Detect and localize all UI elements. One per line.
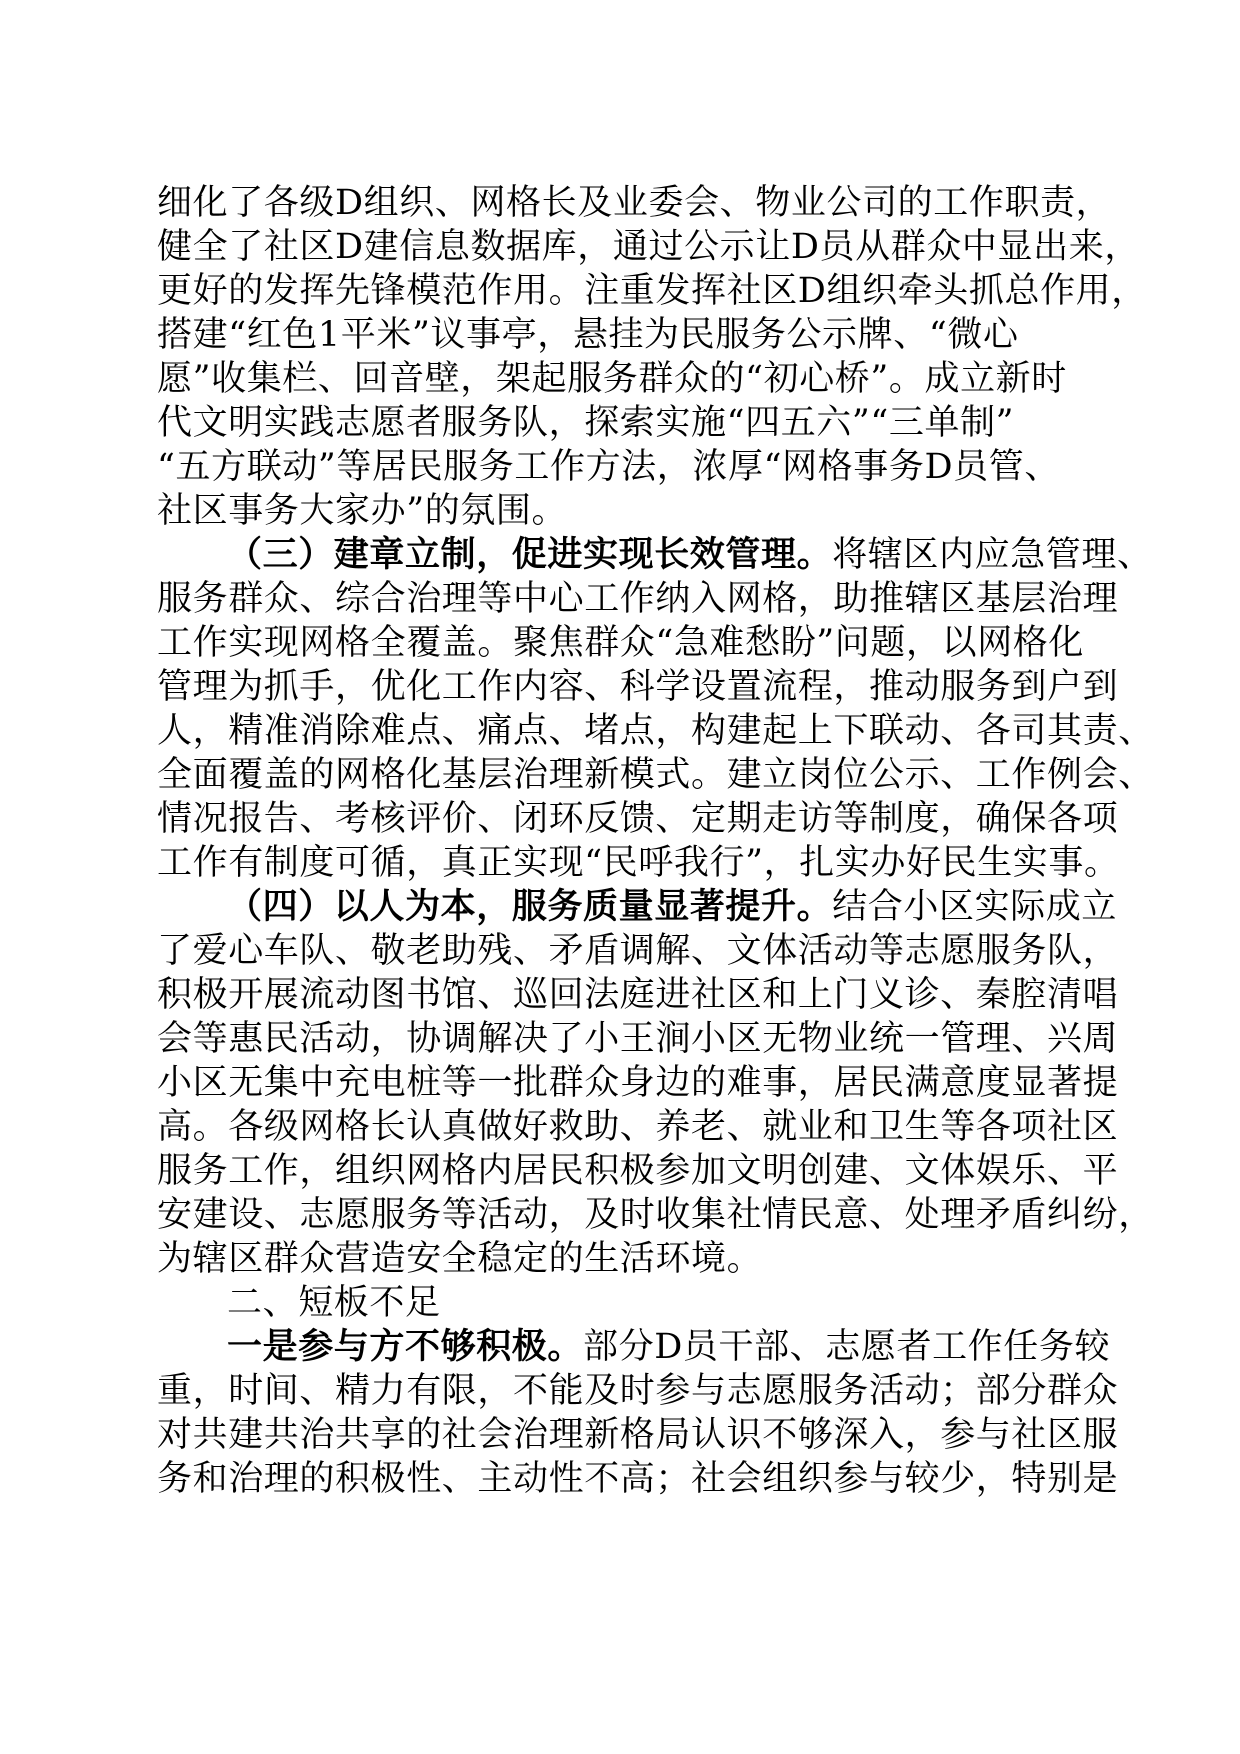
paragraph-first-line: [227, 533, 1153, 577]
text-line: 社区事务大家办”的氛围。: [157, 491, 568, 531]
text-line: 搭建“红色1平米”议事亭，悬挂为民服务公示牌、“微心: [157, 315, 1019, 355]
text-line: 代文明实践志愿者服务队，探索实施“四五六”“三单制”: [157, 403, 1015, 443]
text-line: “五方联动”等居民服务工作方法，浓厚“网格事务D员管、: [157, 447, 1060, 487]
text-line: 小区无集中充电桩等一批群众身边的难事，居民满意度显著提: [157, 1063, 1119, 1103]
text-line: 细化了各级D组织、网格长及业委会、物业公司的工作职责，: [157, 183, 1112, 223]
text-line: 健全了社区D建信息数据库，通过公示让D员从群众中显出来，: [157, 227, 1140, 267]
text-line: 工作实现网格全覆盖。聚焦群众“急难愁盼”问题，以网格化: [157, 623, 1084, 663]
text-line: 工作有制度可循，真正实现“民呼我行”，扎实办好民生实事。: [157, 843, 1120, 883]
paragraph-heading: 一是参与方不够积极。: [227, 1326, 584, 1367]
paragraph-text: 将辖区内应急管理、: [832, 535, 1153, 575]
text-line: 重，时间、精力有限，不能及时参与志愿服务活动；部分群众: [157, 1371, 1119, 1411]
paragraph-text: 结合小区实际成立: [832, 887, 1118, 927]
section-heading: 二、短板不足: [227, 1283, 441, 1323]
text-line: 管理为抓手，优化工作内容、科学设置流程，推动服务到户到: [157, 667, 1119, 707]
text-line: 全面覆盖的网格化基层治理新模式。建立岗位公示、工作例会、: [157, 755, 1154, 795]
paragraph-first-line: [227, 1325, 1110, 1369]
text-line: 服务群众、综合治理等中心工作纳入网格，助推辖区基层治理: [157, 579, 1119, 619]
paragraph-first-line: [227, 885, 1117, 929]
text-line: 愿”收集栏、回音壁，架起服务群众的“初心桥”。成立新时: [157, 359, 1067, 399]
text-line: 服务工作，组织网格内居民积极参加文明创建、文体娱乐、平: [157, 1151, 1119, 1191]
paragraph-heading: （三）建章立制，促进实现长效管理。: [227, 534, 833, 575]
text-line: 积极开展流动图书馆、巡回法庭进社区和上门义诊、秦腔清唱: [157, 975, 1119, 1015]
text-line: 会等惠民活动，协调解决了小王涧小区无物业统一管理、兴周: [157, 1019, 1119, 1059]
text-line: 安建设、志愿服务等活动，及时收集社情民意、处理矛盾纠纷，: [157, 1195, 1154, 1235]
text-line: 更好的发挥先锋模范作用。注重发挥社区D组织牵头抓总作用，: [157, 271, 1147, 311]
text-line: 对共建共治共享的社会治理新格局认识不够深入，参与社区服: [157, 1415, 1119, 1455]
text-line: 务和治理的积极性、主动性不高；社会组织参与较少，特别是: [157, 1459, 1119, 1499]
text-line: 情况报告、考核评价、闭环反馈、定期走访等制度，确保各项: [157, 799, 1119, 839]
text-line: 为辖区群众营造安全稳定的生活环境。: [157, 1239, 763, 1279]
text-line: 高。各级网格长认真做好救助、养老、就业和卫生等各项社区: [157, 1107, 1119, 1147]
paragraph-text: 部分D员干部、志愿者工作任务较: [583, 1327, 1111, 1367]
text-line: 了爱心车队、敬老助残、矛盾调解、文体活动等志愿服务队，: [157, 931, 1119, 971]
text-line: 人，精准消除难点、痛点、堵点，构建起上下联动、各司其责、: [157, 711, 1154, 751]
paragraph-heading: （四）以人为本，服务质量显著提升。: [227, 886, 833, 927]
